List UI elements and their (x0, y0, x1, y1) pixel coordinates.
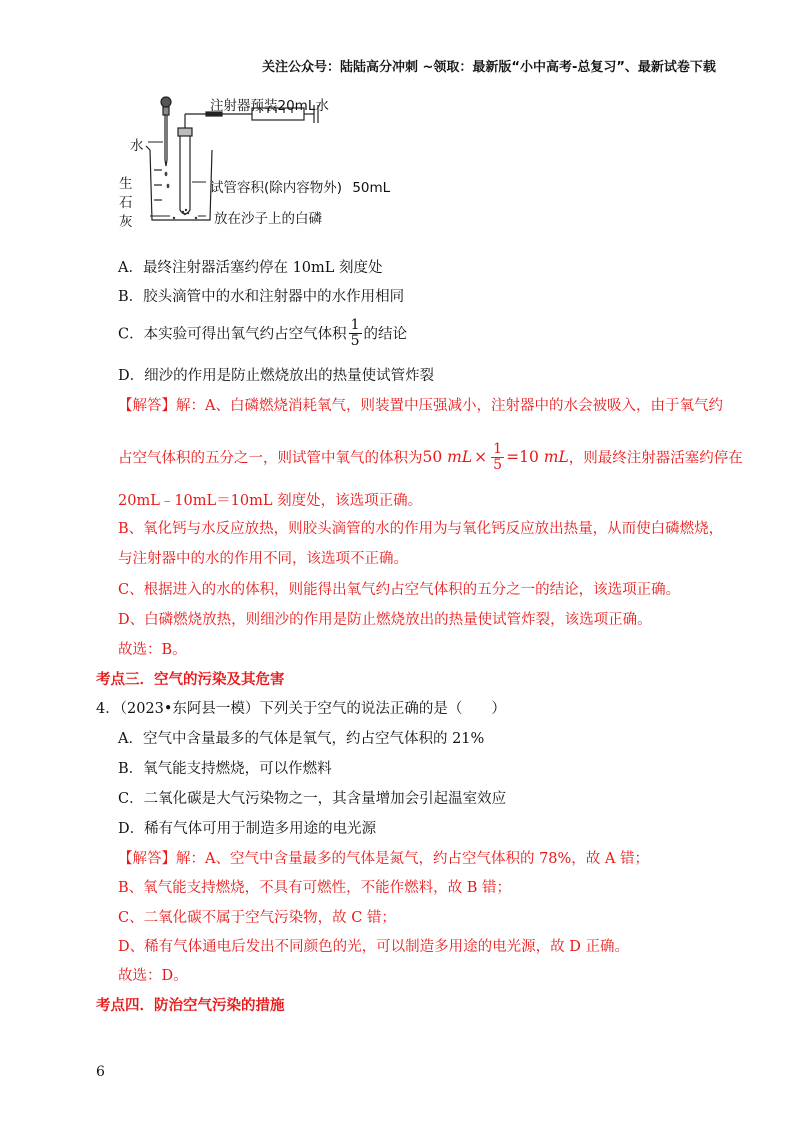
q4-option-d: D．稀有气体可用于制造多用途的电光源 (118, 821, 377, 837)
label-phosphorus: 放在沙子上的白磷 (214, 211, 322, 227)
section-title-4: 考点四．防治空气污染的措施 (96, 998, 285, 1014)
q3-option-c-text: C．本实验可得出氧气约占空气体积 (118, 326, 347, 343)
fraction-denominator: 5 (350, 332, 360, 349)
label-tube: 试管容积(除内容物外) (210, 180, 343, 196)
q3-answer-line-6: C、根据进入的水的体积，则能得出氧气约占空气体积的五分之一的结论，该选项正确。 (118, 582, 681, 598)
q4-answer-line-4: D、稀有气体通电后发出不同颜色的光，可以制造多用途的电光源，故 D 正确。 (118, 939, 629, 955)
test-tube-icon (178, 114, 206, 214)
q4-answer-conclusion: 故选：D。 (118, 968, 188, 984)
q3-answer-line-2 (118, 442, 743, 472)
q3-option-b: B．胶头滴管中的水和注射器中的水作用相同 (118, 289, 405, 305)
q4-option-b: B．氧气能支持燃烧，可以作燃料 (118, 761, 332, 777)
fraction-denominator: 5 (493, 456, 503, 473)
label-syringe: 注射器预装20mL水 (210, 98, 329, 114)
page-number: 6 (96, 1064, 105, 1080)
math-value: 10 (519, 448, 539, 467)
q3-answer-conclusion: 故选：B。 (118, 642, 187, 658)
label-lime-1: 生 (119, 176, 133, 192)
math-operator: × (474, 448, 488, 467)
answer-text: 解：A、空气中含量最多的气体是氮气，约占空气体积的 78%，故 A 错； (176, 851, 649, 867)
q3-option-d: D．细沙的作用是防止燃烧放出的热量使试管炸裂 (118, 368, 435, 384)
page-header: 关注公众号：陆陆高分冲刺 ~领取：最新版“小中高考-总复习”、最新试卷下载 (262, 60, 716, 75)
q4-answer-line-2: B、氧气能支持燃烧，不具有可燃性，不能作燃料，故 B 错； (118, 880, 512, 896)
q4-answer-line-1 (118, 847, 649, 868)
label-tube-volume (210, 176, 390, 196)
q3-option-a: A．最终注射器活塞约停在 10mL 刻度处 (118, 260, 383, 276)
fraction-numerator: 1 (493, 441, 503, 457)
fraction-one-fifth (349, 318, 362, 348)
q3-answer-line-4: B、氧化钙与水反应放热，则胶头滴管的水的作用为与氧化钙反应放出热量，从而使白磷燃烧， (118, 521, 724, 537)
q3-answer-line-5: 与注射器中的水的作用不同，该选项不正确。 (118, 551, 408, 567)
q4-stem: 4．（2023•东阿县一模）下列关于空气的说法正确的是（ ） (96, 701, 506, 717)
sand-icon (173, 209, 197, 219)
math-unit: mL (543, 448, 569, 467)
q4-option-a: A．空气中含量最多的气体是氧气，约占空气体积的 21% (118, 731, 485, 747)
beaker-icon (146, 146, 212, 220)
answer-text: ，则最终注射器活塞约停在 (568, 450, 743, 467)
answer-tag: 【解答】 (118, 398, 176, 414)
label-lime-3: 灰 (119, 214, 133, 230)
q3-answer-line-3: 20mL﹣10mL＝10mL 刻度处，该选项正确。 (118, 493, 423, 509)
water-drops-icon (165, 172, 170, 188)
answer-text: 解：A、白磷燃烧消耗氧气，则装置中压强减小，注射器中的水会被吸入，由于氧气约 (176, 398, 723, 414)
q3-option-c-tail: 的结论 (363, 326, 408, 343)
q3-answer-line-1 (118, 394, 723, 415)
answer-fraction (491, 442, 504, 472)
q4-option-c: C．二氧化碳是大气污染物之一，其含量增加会引起温室效应 (118, 791, 507, 807)
label-lime-2: 石 (119, 195, 133, 211)
label-water: 水 (130, 138, 144, 154)
answer-math (423, 448, 490, 466)
q3-option-c (118, 318, 407, 348)
math-unit: mL (447, 448, 473, 467)
answer-text: 占空气体积的五分之一，则试管中氧气的体积为 (118, 450, 423, 467)
q4-answer-line-3: C、二氧化碳不属于空气污染物，故 C 错； (118, 910, 396, 926)
label-tube-volume-value: 50mL (352, 180, 391, 196)
section-title-3: 考点三．空气的污染及其危害 (96, 672, 285, 688)
pointer-lines (148, 142, 206, 216)
answer-math-result (506, 448, 569, 466)
math-operator: = (506, 448, 520, 467)
answer-tag: 【解答】 (118, 851, 176, 867)
fraction-numerator: 1 (350, 317, 360, 333)
dropper-icon (161, 97, 171, 166)
q3-answer-line-7: D、白磷燃烧放热，则细沙的作用是防止燃烧放出的热量使试管炸裂，该选项正确。 (118, 612, 652, 628)
math-value: 50 (422, 448, 443, 467)
